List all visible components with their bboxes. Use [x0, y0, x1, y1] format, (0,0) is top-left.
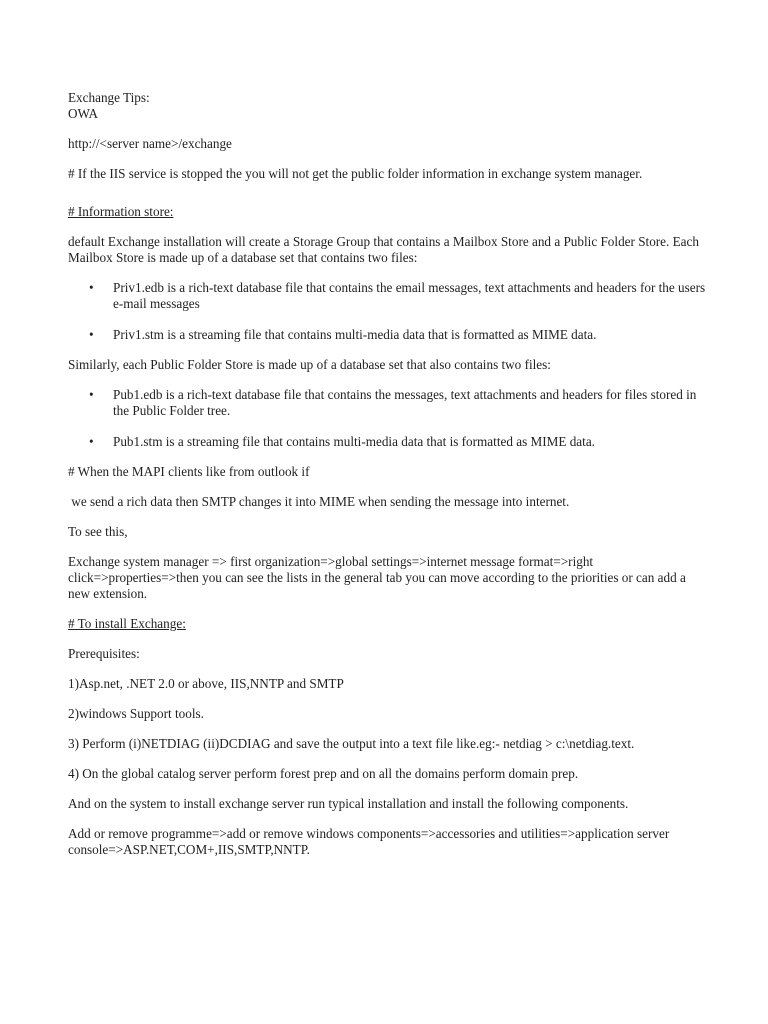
prerequisite-item: 2)windows Support tools. [68, 706, 204, 721]
to-see-label: To see this, [68, 524, 128, 539]
bullet-icon: • [89, 387, 94, 402]
list-item [68, 327, 708, 343]
list-item-text: Pub1.edb is a rich-text database file that contains the messages, text attachments and headers for files stored in the Public Folder tree. [113, 387, 697, 418]
bullet-icon: • [89, 280, 94, 295]
iis-note: # If the IIS service is stopped the you will not get the public folder information in exchange system manager. [68, 166, 643, 181]
document-header [68, 90, 708, 122]
public-folder-file-list [68, 387, 708, 450]
public-folder-intro: Similarly, each Public Folder Store is made up of a database set that also contains two files: [68, 357, 551, 372]
owa-url: http://<server name>/exchange [68, 136, 232, 151]
prerequisite-item: 3) Perform (i)NETDIAG (ii)DCDIAG and save the output into a text file like.eg:- netdiag > c:\netdiag.text. [68, 736, 635, 751]
list-item-text: Pub1.stm is a streaming file that contains multi-media data that is formatted as MIME data. [113, 434, 595, 449]
list-item [68, 280, 708, 312]
document-title: Exchange Tips: [68, 90, 150, 105]
mapi-note: # When the MAPI clients like from outlook if [68, 464, 310, 479]
list-item-text: Priv1.stm is a streaming file that contains multi-media data that is formatted as MIME data. [113, 327, 597, 342]
smtp-note: we send a rich data then SMTP changes it into MIME when sending the message into internet. [68, 494, 570, 509]
prerequisites-label: Prerequisites: [68, 646, 140, 661]
bullet-icon: • [89, 434, 94, 449]
document-page [68, 90, 708, 858]
bullet-icon: • [89, 327, 94, 342]
list-item [68, 434, 708, 450]
information-store-heading: # Information store: [68, 204, 174, 219]
install-exchange-heading: # To install Exchange: [68, 616, 186, 631]
prerequisite-item: 4) On the global catalog server perform forest prep and on all the domains perform domain prep. [68, 766, 579, 781]
list-item [68, 387, 708, 419]
information-store-intro: default Exchange installation will create a Storage Group that contains a Mailbox Store and a Public Folder Store. Each Mailbox Store is made up of a database set that contains two files: [68, 234, 699, 265]
list-item-text: Priv1.edb is a rich-text database file that contains the email messages, text attachments and headers for the users e-mail messages [113, 280, 706, 311]
components-path: Add or remove programme=>add or remove windows components=>accessories and utilities=>application server console=>ASP.NET,COM+,IIS,SMTP,NNTP. [68, 826, 670, 857]
esm-path: Exchange system manager => first organization=>global settings=>internet message format=>right click=>properties=>then you can see the lists in the general tab you can move according to the priorities or can add a new extension. [68, 554, 686, 601]
owa-label: OWA [68, 106, 99, 121]
prerequisite-item: 1)Asp.net, .NET 2.0 or above, IIS,NNTP and SMTP [68, 676, 344, 691]
install-note: And on the system to install exchange server run typical installation and install the following components. [68, 796, 629, 811]
mailbox-store-file-list [68, 280, 708, 343]
